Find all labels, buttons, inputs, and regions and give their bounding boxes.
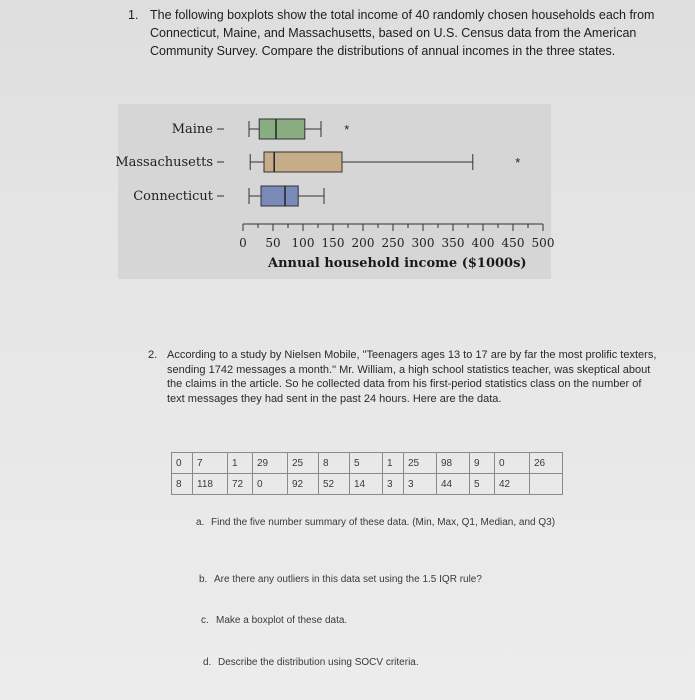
question-2-number: 2. — [148, 349, 158, 361]
table-cell: 8 — [172, 474, 193, 495]
part-c — [201, 614, 347, 627]
x-tick-label: 500 — [531, 236, 555, 250]
part-a-text: Find the five number summary of these data. (Min, Max, Q1, Median, and Q3) — [211, 517, 556, 528]
part-d-text: Describe the distribution using SOCV criteria. — [218, 657, 419, 668]
part-c-label: c. — [201, 615, 209, 626]
state-label: Maine — [171, 122, 213, 137]
x-tick-label: 400 — [471, 236, 495, 250]
table-cell: 25 — [404, 453, 437, 474]
text-messages-table — [171, 452, 563, 495]
part-b-text: Are there any outliers in this data set using the 1.5 IQR rule? — [214, 574, 482, 585]
table-cell: 14 — [350, 474, 383, 495]
table-cell: 9 — [470, 453, 495, 474]
part-a — [196, 516, 626, 529]
question-2 — [148, 348, 658, 406]
table-cell: 3 — [404, 474, 437, 495]
table-cell: 118 — [193, 474, 228, 495]
x-tick-label: 50 — [265, 236, 281, 250]
table-row — [172, 453, 563, 474]
x-axis-title: Annual household income ($1000s) — [268, 256, 527, 271]
question-1-text: The following boxplots show the total income of 40 randomly chosen households each from Connecticut, Maine, and Massachusetts, based on U.S. Census data from the American Community Survey. Compare the distributions of annual incomes in the three states. — [150, 8, 655, 58]
state-label: Connecticut — [133, 189, 213, 204]
part-b-label: b. — [199, 574, 208, 585]
iqr-box — [264, 152, 342, 172]
outlier-mark: * — [515, 155, 521, 170]
table-cell: 3 — [383, 474, 404, 495]
table-cell: 26 — [530, 453, 563, 474]
x-tick-label: 150 — [321, 236, 345, 250]
iqr-box — [259, 119, 305, 139]
part-b — [199, 573, 482, 586]
table-cell: 8 — [319, 453, 350, 474]
x-tick-label: 250 — [381, 236, 405, 250]
table-cell: 44 — [437, 474, 470, 495]
table-cell — [530, 474, 563, 495]
table-cell: 52 — [319, 474, 350, 495]
table-cell: 1 — [228, 453, 253, 474]
x-tick-label: 0 — [239, 236, 247, 250]
table-cell: 7 — [193, 453, 228, 474]
x-tick-label: 300 — [411, 236, 435, 250]
question-2-text: According to a study by Nielsen Mobile, "Teenagers ages 13 to 17 are by far the most prolific texters, sending 1742 messages a month." Mr. William, a high school statistics teacher, was skeptical about the claims in the article. So he collected data from his first-period statistics class on the number of text messages they had sent in the past 24 hours. Here are the data. — [167, 349, 657, 405]
table-cell: 98 — [437, 453, 470, 474]
part-d — [203, 656, 419, 669]
table-cell: 25 — [288, 453, 319, 474]
boxplot-svg — [115, 104, 555, 279]
x-tick-label: 450 — [501, 236, 525, 250]
iqr-box — [261, 186, 298, 206]
table-row — [172, 474, 563, 495]
x-tick-label: 350 — [441, 236, 465, 250]
part-a-label: a. — [196, 517, 205, 528]
table-cell: 72 — [228, 474, 253, 495]
table-cell: 5 — [470, 474, 495, 495]
question-1 — [128, 6, 673, 60]
table-cell: 0 — [172, 453, 193, 474]
table-cell: 29 — [253, 453, 288, 474]
x-tick-label: 200 — [351, 236, 375, 250]
table-cell: 42 — [495, 474, 530, 495]
boxplot-figure — [115, 104, 555, 279]
table-cell: 5 — [350, 453, 383, 474]
table-cell: 0 — [253, 474, 288, 495]
x-tick-label: 100 — [291, 236, 315, 250]
part-d-label: d. — [203, 657, 212, 668]
table-cell: 0 — [495, 453, 530, 474]
table-cell: 92 — [288, 474, 319, 495]
outlier-mark: * — [344, 122, 350, 137]
part-c-text: Make a boxplot of these data. — [216, 615, 348, 626]
state-label: Massachusetts — [115, 155, 213, 170]
question-1-number: 1. — [128, 8, 139, 22]
table-cell: 1 — [383, 453, 404, 474]
